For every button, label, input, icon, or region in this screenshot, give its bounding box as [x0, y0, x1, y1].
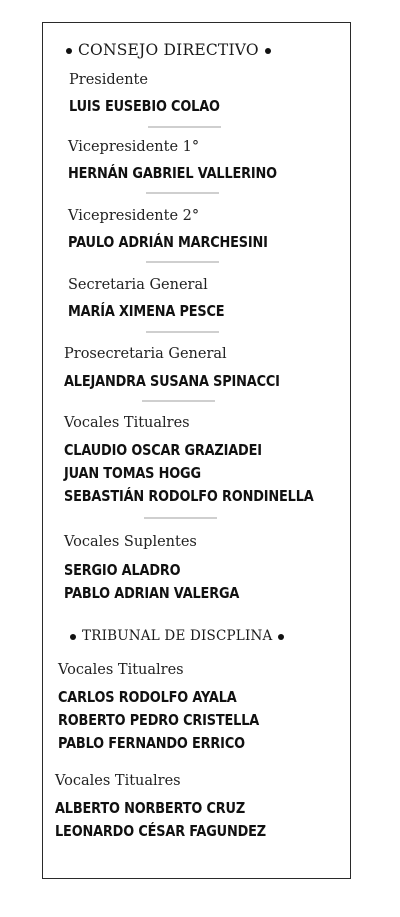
- bullet-dot-icon: [278, 634, 284, 640]
- role-secretaria: Secretaria General: [68, 277, 208, 293]
- name-titular: CLAUDIO OSCAR GRAZIADEI: [64, 441, 262, 459]
- separator: [142, 400, 215, 402]
- name-suplente: PABLO ADRIAN VALERGA: [64, 584, 240, 602]
- name-presidente: LUIS EUSEBIO COLAO: [69, 97, 220, 115]
- separator: [146, 261, 219, 263]
- consejo-title: CONSEJO DIRECTIVO: [78, 41, 259, 59]
- name-prosecretaria: ALEJANDRA SUSANA SPINACCI: [64, 372, 280, 390]
- role-tribunal-titulares: Vocales Titualres: [58, 662, 184, 678]
- separator: [148, 126, 221, 128]
- name-vice2: PAULO ADRIÁN MARCHESINI: [68, 233, 268, 251]
- role-tribunal-titulares: Vocales Titualres: [55, 773, 181, 789]
- role-vice1: Vicepresidente 1°: [68, 139, 200, 155]
- role-vice2: Vicepresidente 2°: [68, 208, 200, 224]
- name-titular: SEBASTIÁN RODOLFO RONDINELLA: [64, 487, 314, 505]
- name-vice1: HERNÁN GABRIEL VALLERINO: [68, 164, 277, 182]
- name-tribunal-titular: LEONARDO CÉSAR FAGUNDEZ: [55, 822, 266, 840]
- name-suplente: SERGIO ALADRO: [64, 561, 181, 579]
- name-tribunal-titular: PABLO FERNANDO ERRICO: [58, 734, 245, 752]
- separator: [144, 517, 217, 519]
- name-tribunal-titular: CARLOS RODOLFO AYALA: [58, 688, 237, 706]
- consejo-heading: [66, 41, 277, 59]
- role-presidente: Presidente: [69, 72, 148, 88]
- separator: [146, 331, 219, 333]
- bullet-dot-icon: [66, 48, 72, 54]
- separator: [146, 192, 219, 194]
- tribunal-heading: [70, 628, 290, 644]
- name-secretaria: MARÍA XIMENA PESCE: [68, 302, 225, 320]
- role-prosecretaria: Prosecretaria General: [64, 346, 227, 362]
- bullet-dot-icon: [70, 634, 76, 640]
- name-tribunal-titular: ALBERTO NORBERTO CRUZ: [55, 799, 246, 817]
- tribunal-title: TRIBUNAL DE DISCPLINA: [82, 628, 273, 644]
- role-vocales-titulares: Vocales Titualres: [64, 415, 190, 431]
- bullet-dot-icon: [265, 48, 271, 54]
- name-titular: JUAN TOMAS HOGG: [64, 464, 201, 482]
- role-vocales-suplentes: Vocales Suplentes: [64, 534, 197, 550]
- name-tribunal-titular: ROBERTO PEDRO CRISTELLA: [58, 711, 260, 729]
